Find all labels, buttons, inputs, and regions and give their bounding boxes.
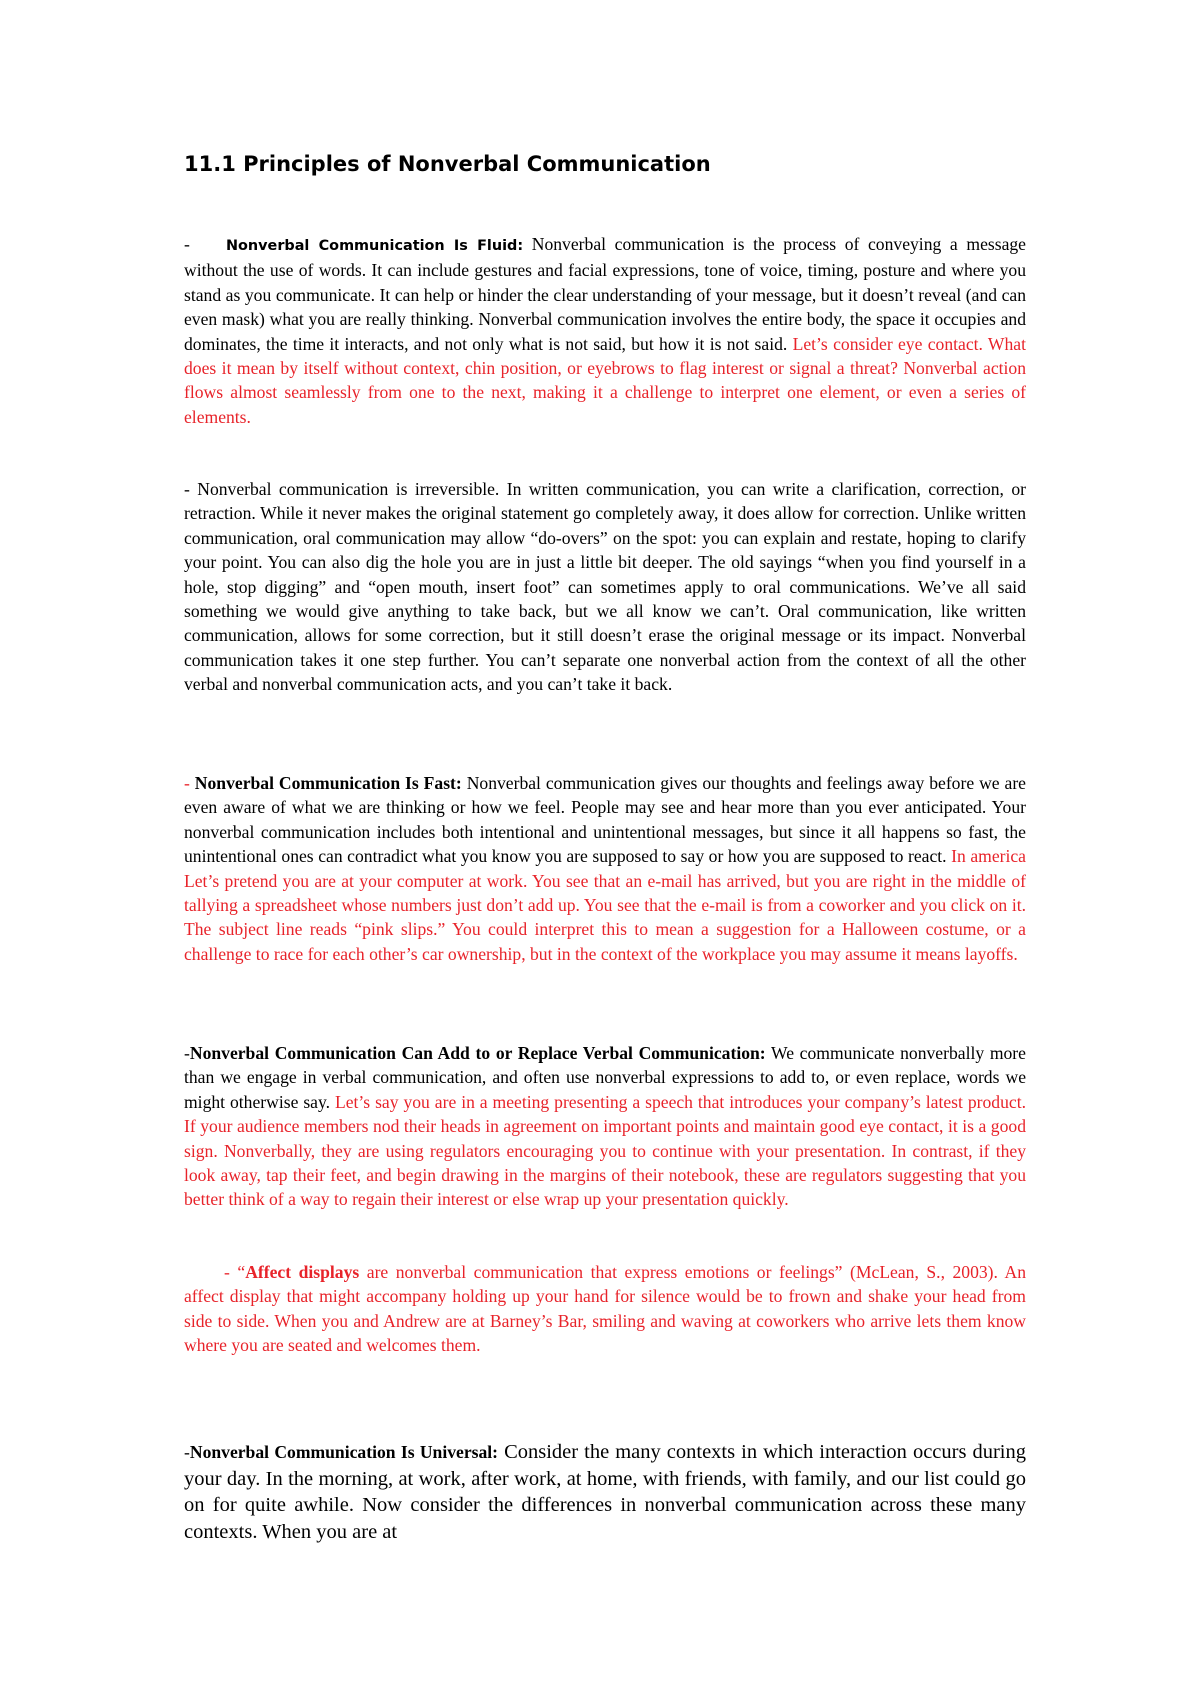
heading-fast: Nonverbal Communication Is Fast: [194,773,462,793]
heading-universal: Nonverbal Communication Is Universal: [189,1442,499,1462]
text-fast: Nonverbal communication gives our thoughts and feelings away before we are even aware of what we are thinking or how we feel. People may see and hear more than you ever anticipated. Your nonverbal communication includes both intentional and unintentional messages, but since it all happens so fast, the unintentional ones can contradict what you know you are supposed to say or how you are supposed to react. [184,773,1026,867]
heading-affect: Affect displays [245,1262,360,1282]
paragraph-affect [184,1260,1026,1358]
paragraph-universal [184,1439,1026,1545]
paragraph-fluid [184,232,1026,429]
heading-add-replace: Nonverbal Communication Can Add to or Replace Verbal Communication: [189,1043,766,1063]
affect-prefix: - “ [224,1262,246,1282]
text-add-replace: We communicate nonverbally more than we engage in verbal communication, and often use nonverbal expressions to add to, or even replace, words we might otherwise say. [184,1043,1026,1112]
bullet-dash-red: - [184,773,195,793]
paragraph-fast [184,771,1026,966]
text-affect: are nonverbal communication that express emotions or feelings” (McLean, S., 2003). An affect display that might accompany holding up your hand for silence would be to frown and shake your head from side to side. When you and Andrew are at Barney’s Bar, smiling and waving at coworkers who arrive lets them know where you are seated and welcomes them. [184,1262,1026,1356]
text-fluid: Nonverbal communication is the process of conveying a message without the use of words. It can include gestures and facial expressions, tone of voice, timing, posture and where you stand as you communicate. It can help or hinder the clear understanding of your message, but it doesn’t reveal (and can even mask) what you are really thinking. Nonverbal communication involves the entire body, the space it occupies and dominates, the time it interacts, and not only what is not said, but how it is not said. [184,234,1026,354]
paragraph-irreversible [184,477,1026,697]
text-irreversible: - Nonverbal communication is irreversible. In written communication, you can write a clarification, correction, or retraction. While it never makes the original statement go completely away, it does allow for correction. Unlike written communication, oral communication may allow “do-overs” on the spot: you can explain and restate, hoping to clarify your point. You can also dig the hole you are in just a little bit deeper. The old sayings “when you find yourself in a hole, stop digging” and “open mouth, insert foot” can sometimes apply to oral communications. We’ve all said something we would give anything to take back, but we all know we can’t. Oral communication, like written communication, allows for some correction, but it still doesn’t erase the original message or its impact. Nonverbal communication takes it one step further. You can’t separate one nonverbal action from the context of all the other verbal and nonverbal communication acts, and you can’t take it back. [184,479,1026,695]
red-text-fast: In america Let’s pretend you are at your computer at work. You see that an e-mail has arrived, but you are right in the middle of tallying a spreadsheet whose numbers just don’t add up. You see that the e-mail is from a coworker and you click on it. The subject line reads “pink slips.” You could interpret this to mean a suggestion for a Halloween costume, or a challenge to race for each other’s car ownership, but in the context of the workplace you may assume it means layoffs. [184,846,1026,964]
page-title: 11.1 Principles of Nonverbal Communication [184,152,711,176]
paragraph-add-replace [184,1041,1026,1212]
bullet-dash: - [184,234,190,254]
bullet-dash: - [184,1043,190,1063]
red-text-fluid: Let’s consider eye contact. What does it mean by itself without context, chin position, or eyebrows to flag interest or signal a threat? Nonverbal action flows almost seamlessly from one to the next, making it a challenge to interpret one element, or even a series of elements. [184,333,1027,427]
heading-fluid: Nonverbal Communication Is Fluid: [226,238,524,254]
text-universal: Consider the many contexts in which interaction occurs during your day. In the morning, at work, after work, at home, with friends, with family, and our list could go on for quite awhile. Now consider the differences in nonverbal communication across these many contexts. When you are at [184,1441,1027,1543]
bullet-dash: - [184,1442,190,1462]
red-text-add-replace: Let’s say you are in a meeting presenting a speech that introduces your company’s latest product. If your audience members nod their heads in agreement on important points and maintain good eye contact, it is a good sign. Nonverbally, they are using regulators encouraging you to continue with your presentation. In contrast, if they look away, tap their feet, and begin drawing in the margins of their notebook, these are regulators suggesting that you better think of a way to regain their interest or else wrap up your presentation quickly. [184,1091,1026,1210]
